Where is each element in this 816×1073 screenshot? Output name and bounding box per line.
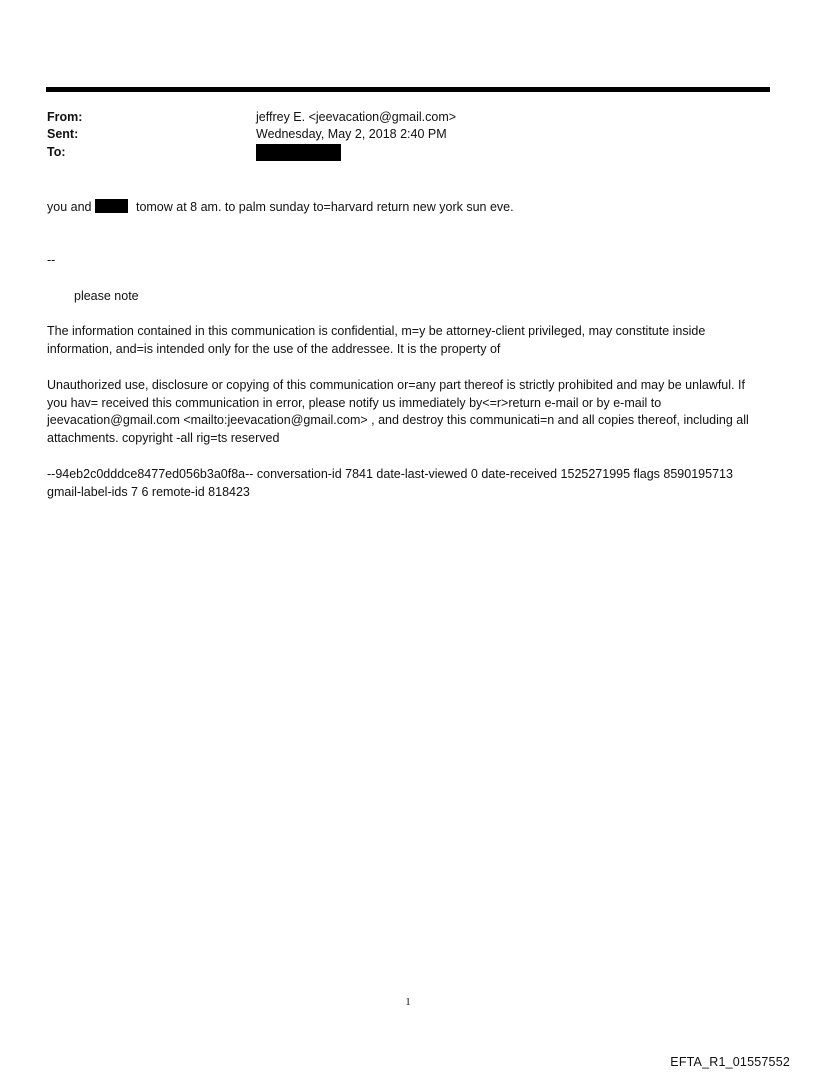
header-rule bbox=[46, 87, 770, 92]
message-line-part1: you and bbox=[47, 200, 92, 214]
unauthorized-use-paragraph: Unauthorized use, disclosure or copying of this communication or=any part thereof is strictly prohibited and may be unlawful. If you hav= received this communication in error, please notify us immediately by<=r>return e-mail or by e-mail to jeevacation@gmail.com <mailto:jeevacation@gmail.com> , and destroy this communicati=n and all copies thereof, including all attachments. copyright -all rig=ts reserved bbox=[47, 378, 749, 445]
message-line bbox=[47, 199, 757, 217]
to-label: To: bbox=[47, 145, 66, 159]
page-number: 1 bbox=[405, 996, 411, 1008]
sent-label: Sent: bbox=[47, 127, 79, 141]
message-line-part2: tomow at 8 am. to palm sunday to=harvard return new york sun eve. bbox=[135, 200, 514, 214]
confidentiality-paragraph: The information contained in this communication is confidential, m=y be attorney-client privileged, may constitute inside information, and=is intended only for the use of the addressee. It is the property of bbox=[47, 324, 706, 356]
bates-number: EFTA_R1_01557552 bbox=[670, 1055, 790, 1069]
signature-separator: -- bbox=[47, 253, 56, 267]
from-label: From: bbox=[47, 110, 83, 124]
to-redaction bbox=[256, 144, 341, 161]
from-value: jeffrey E. <jeevacation@gmail.com> bbox=[256, 110, 457, 124]
sent-value: Wednesday, May 2, 2018 2:40 PM bbox=[256, 127, 447, 141]
name-redaction bbox=[95, 199, 128, 213]
message-metadata: --94eb2c0dddce8477ed056b3a0f8a-- conversation-id 7841 date-last-viewed 0 date-received 1525271995 flags 8590195713 gmail-label-ids 7 6 remote-id 818423 bbox=[47, 467, 733, 499]
please-note: please note bbox=[74, 289, 139, 303]
